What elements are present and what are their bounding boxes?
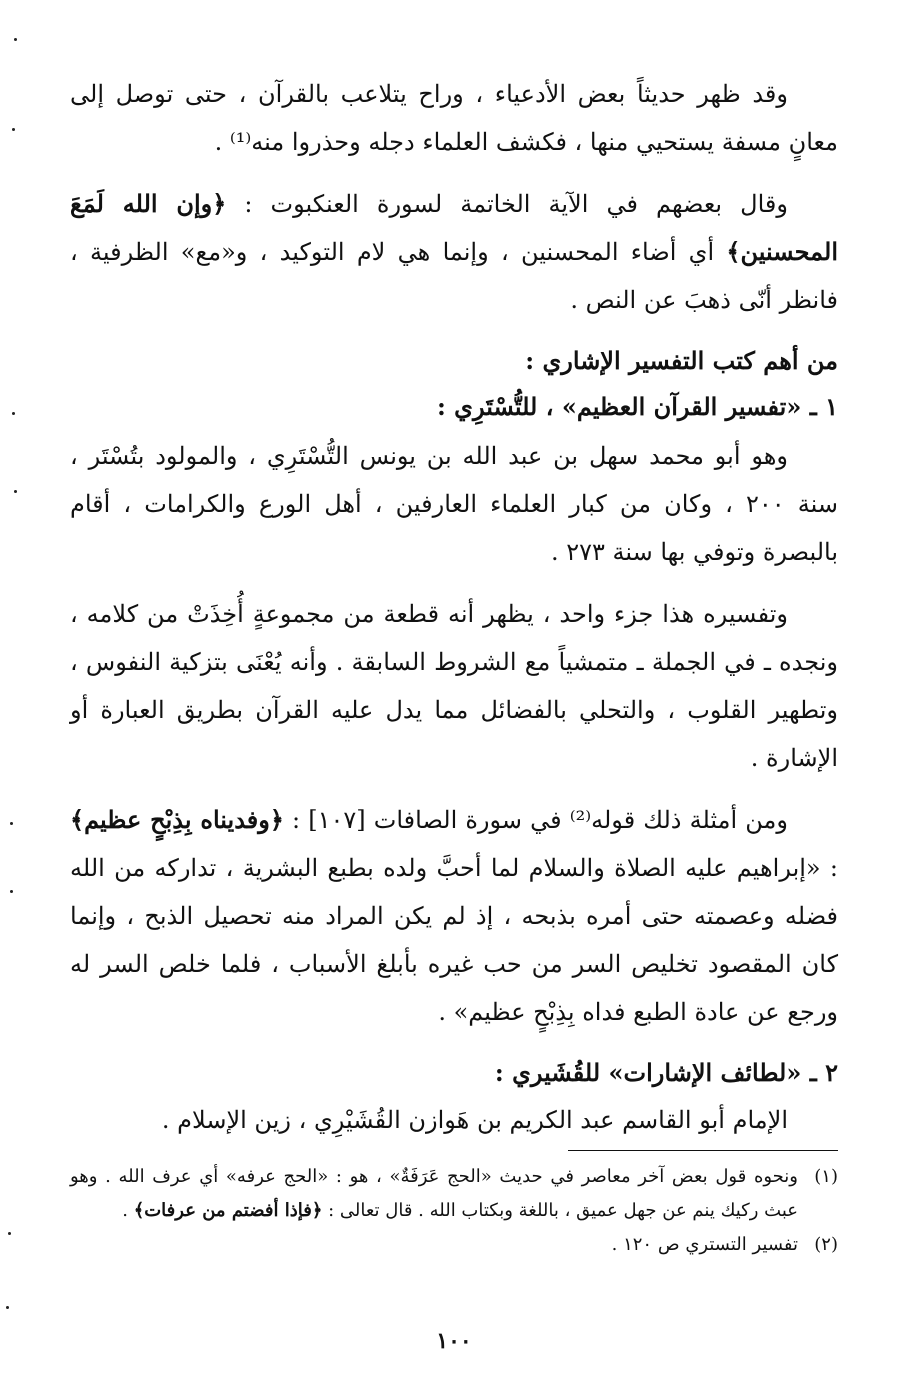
paragraph-3 xyxy=(70,432,838,576)
quran-quote-saffat: ﴿وفديناه بِذِبْحٍ عظيم﴾ xyxy=(70,805,284,834)
footnote-2-text: تفسير التستري ص ١٢٠ . xyxy=(611,1234,798,1255)
paragraph-3-text: وهو أبو محمد سهل بن عبد الله بن يونس التُّسْتَرِي ، والمولود بتُسْتَر ، سنة ٢٠٠ ، وكان من كبار العلماء العارفين ، أهل الورع والكرامات ، أقام بالبصرة وتوفي بها سنة ٢٧٣ . xyxy=(70,442,838,566)
margin-mark xyxy=(14,38,17,41)
margin-mark xyxy=(10,890,13,893)
footnotes xyxy=(70,1160,838,1262)
paragraph-2-text-b: أي أضاء المحسنين ، وإنما هي لام التوكيد ، و«مع» الظرفية ، فانظر أنّى ذهبَ عن النص . xyxy=(70,238,838,314)
margin-mark xyxy=(8,1232,11,1235)
footnote-divider xyxy=(568,1150,838,1151)
margin-mark xyxy=(14,490,17,493)
footnote-1-quote: ﴿فإذا أفضتم من عرفات﴾ xyxy=(133,1200,323,1221)
paragraph-5-text-b: : «إبراهيم عليه الصلاة والسلام لما أحبَّ ولده بطبع البشرية ، تداركه من الله فضله وعصمته حتى أمره بذبحه ، إذ لم يكن المراد منه تحصيل الذبح ، وإنما كان المقصود تخليص السر من حب غيره بأبلغ الأسباب ، فلما خلص السر له ورجع عن عادة الطبع فداه بِذِبْحٍ عظيم» . xyxy=(70,854,838,1026)
footnote-1 xyxy=(70,1160,838,1228)
subheading-tustari: ١ ـ «تفسير القرآن العظيم» ، للتُّسْتَرِي : xyxy=(436,392,838,421)
footnote-1-number: (١) xyxy=(814,1166,838,1187)
paragraph-5 xyxy=(70,796,838,1036)
section-heading: من أهم كتب التفسير الإشاري : xyxy=(525,346,838,375)
margin-mark xyxy=(6,1306,9,1309)
margin-mark xyxy=(12,412,15,415)
paragraph-2-text-a: وقال بعضهم في الآية الخاتمة لسورة العنكبوت : xyxy=(226,190,788,218)
paragraph-6 xyxy=(70,1096,838,1144)
footnote-2-number: (٢) xyxy=(814,1234,838,1255)
paragraph-2 xyxy=(70,180,838,324)
footnote-2 xyxy=(70,1228,838,1262)
paragraph-1 xyxy=(70,70,838,166)
footnote-1-text-b: . xyxy=(122,1200,134,1221)
book-page xyxy=(70,70,838,1370)
footnote-1-text xyxy=(70,1160,798,1228)
paragraph-4 xyxy=(70,590,838,782)
page-number: ١٠٠ xyxy=(436,1328,472,1354)
paragraph-4-text: وتفسيره هذا جزء واحد ، يظهر أنه قطعة من مجموعةٍ أُخِذَتْ من كلامه ، ونجده ـ في الجملة ـ متمشياً مع الشروط السابقة . وأنه يُعْنَى بتزكية النفوس ، وتطهير القلوب ، والتحلي بالفضائل مما يدل عليه القرآن بطريق العبارة أو الإشارة . xyxy=(70,600,838,772)
margin-mark xyxy=(10,822,13,825)
quran-quote-ankabut: ﴿وإن الله لَمَعَ المحسنين﴾ xyxy=(70,189,838,266)
subheading-qushayri: ٢ ـ «لطائف الإشارات» للقُشَيري : xyxy=(494,1058,838,1087)
margin-mark xyxy=(12,128,15,131)
footnote-1-text-a: ونحوه قول بعض آخر معاصر في حديث «الحج عَرَفَةٌ» ، هو : «الحج عرفه» أي عرف الله . وهو عبث ركيك ينم عن جهل عميق ، باللغة وبكتاب الله . قال تعالى : xyxy=(70,1166,798,1221)
paragraph-6-text: الإمام أبو القاسم عبد الكريم بن هَوازن القُشَيْرِي ، زين الإسلام . xyxy=(161,1106,788,1134)
paragraph-1-text: وقد ظهر حديثاً بعض الأدعياء ، وراح يتلاعب بالقرآن ، حتى توصل إلى معانٍ مسفة يستحيي منها ، فكشف العلماء دجله وحذروا منه⁽¹⁾ . xyxy=(70,80,838,156)
paragraph-5-text-a: ومن أمثلة ذلك قوله⁽²⁾ في سورة الصافات [١٠٧] : xyxy=(283,806,788,834)
